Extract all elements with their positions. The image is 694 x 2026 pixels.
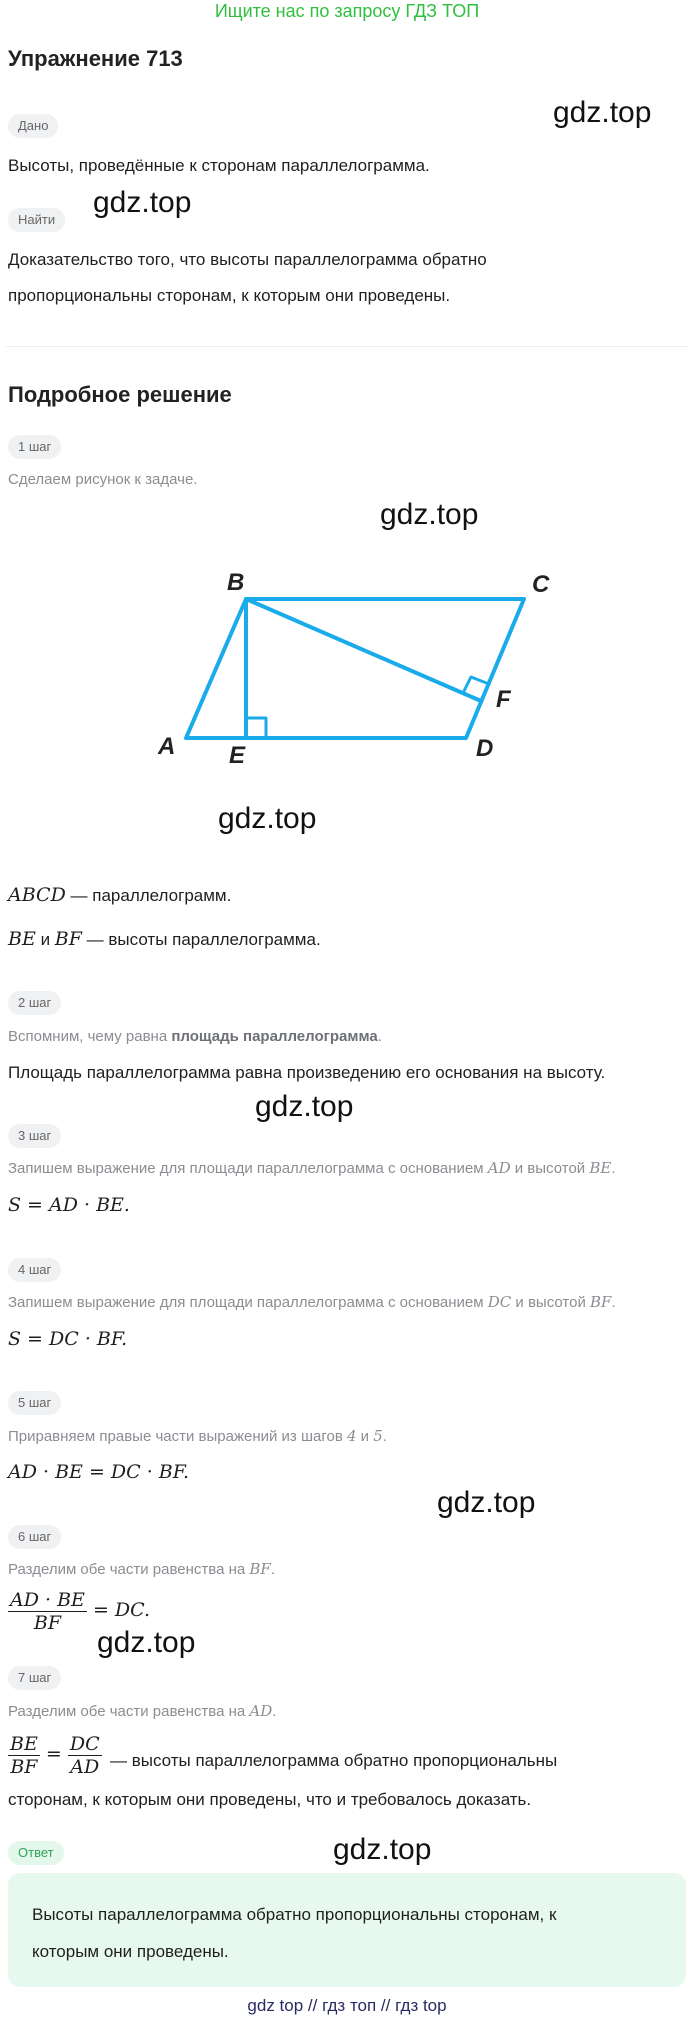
search-banner[interactable]: Ищите нас по запросу ГДЗ ТОП [214, 1, 480, 21]
watermark: gdz.top [218, 802, 317, 835]
math-bf: BF [590, 1293, 612, 1311]
abcd-line [8, 877, 231, 914]
given-text: Высоты, проведённые к сторонам параллелограмма. [8, 156, 430, 175]
fraction: $\frac{BE}{BF}$ [10, 1732, 38, 1778]
bold-term: площадь параллелограмма [171, 1028, 378, 1045]
step3-text: Запишем выражение для площади параллелограмма с основанием AD и высотой BE. [8, 1159, 616, 1177]
watermark: gdz.top [437, 1486, 536, 1519]
fraction: $\frac{DC}{AD}$ [69, 1732, 100, 1778]
step-chip: 3 шаг [8, 1124, 61, 1148]
math-bf: BF [249, 1560, 271, 1578]
label-b: B [227, 569, 245, 596]
step-chip: 7 шаг [8, 1666, 61, 1690]
footer-links[interactable]: gdz top // гдз топ // гдз top [247, 1996, 447, 2015]
math-be: BE [589, 1159, 612, 1177]
label-a: A [158, 733, 176, 760]
step3-formula: S = AD · BE. [8, 1194, 130, 1216]
right-angle-e [246, 718, 266, 738]
abcd-text: — параллелограмм. [65, 886, 232, 905]
label-e: E [229, 742, 246, 769]
watermark: gdz.top [255, 1090, 354, 1123]
watermark: gdz.top [97, 1626, 196, 1659]
step2-text: Вспомним, чему равна площадь параллелограмма. [8, 1028, 382, 1045]
height-bf [246, 599, 481, 701]
label-d: D [476, 735, 494, 762]
answer-line1: Высоты параллелограмма обратно пропорциональны сторонам, к [32, 1905, 557, 1924]
heights-text: — высоты параллелограмма. [81, 930, 321, 949]
step-chip: 4 шаг [8, 1258, 61, 1282]
math-dc: DC [487, 1293, 512, 1311]
step1-text: Сделаем рисунок к задаче. [8, 471, 198, 488]
watermark: gdz.top [553, 96, 652, 129]
math-be: BE [8, 928, 36, 950]
page-title: Упражнение 713 [8, 46, 183, 71]
label-c: C [532, 571, 550, 598]
watermark: gdz.top [93, 186, 192, 219]
given-chip: Дано [8, 114, 58, 138]
step7-conclusion-line1: — высоты параллелограмма обратно пропорциональны [110, 1751, 558, 1770]
step7-conclusion-line2: сторонам, к которым они проведены, что и требовалось доказать. [8, 1790, 532, 1809]
divider [6, 346, 688, 347]
step5-formula: AD · BE = DC · BF. [8, 1461, 190, 1483]
parallelogram-abcd [186, 599, 524, 738]
fraction: $\frac{AD \cdot BE}{BF}$ [10, 1588, 85, 1634]
step5-text: Приравняем правые части выражений из шагов 4 и 5. [8, 1427, 387, 1445]
step-chip: 5 шаг [8, 1391, 61, 1415]
find-text-line1: Доказательство того, что высоты параллелограмма обратно [8, 250, 487, 269]
solution-title: Подробное решение [8, 382, 232, 407]
step-chip: 1 шаг [8, 435, 61, 459]
answer-line2: которым они проведены. [32, 1942, 229, 1961]
step6-text: Разделим обе части равенства на BF. [8, 1560, 275, 1578]
math-abcd: ABCD [8, 884, 66, 906]
math-ad: AD [249, 1702, 273, 1720]
step4-formula: S = DC · BF. [8, 1328, 128, 1350]
parallelogram-figure [140, 560, 580, 780]
watermark: gdz.top [380, 498, 479, 531]
math-ad: AD [487, 1159, 511, 1177]
find-text-line2: пропорциональны сторонам, к которым они проведены. [8, 286, 451, 305]
step-chip: 6 шаг [8, 1525, 61, 1549]
and-text: и [35, 930, 55, 949]
step6-formula: $\frac{AD \cdot BE}{BF}$ = DC. [10, 1588, 151, 1634]
label-f: F [496, 686, 511, 713]
step2-rule: Площадь параллелограмма равна произведению его основания на высоту. [8, 1063, 606, 1082]
step-chip: 2 шаг [8, 991, 61, 1015]
find-chip: Найти [8, 208, 65, 232]
heights-line [8, 921, 321, 958]
step4-text: Запишем выражение для площади параллелограмма с основанием DC и высотой BF. [8, 1293, 616, 1311]
math-bf: BF [54, 928, 82, 950]
step7-text: Разделим обе части равенства на AD. [8, 1702, 277, 1720]
watermark: gdz.top [333, 1833, 432, 1866]
answer-chip: Ответ [8, 1841, 64, 1865]
step7-formula: $\frac{BE}{BF}$ = $\frac{DC}{AD}$ [10, 1732, 100, 1778]
